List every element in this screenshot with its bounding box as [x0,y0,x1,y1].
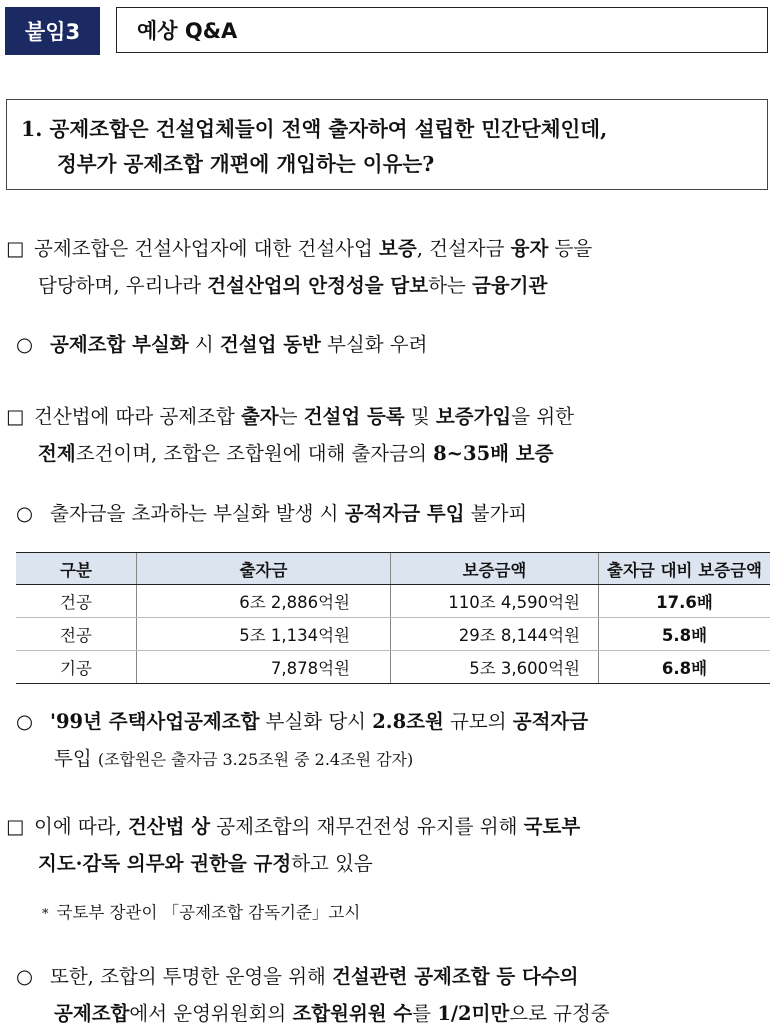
table-cell: 전공 [16,618,137,651]
table-row [16,651,770,684]
bold-text: 출자 [240,405,279,428]
text: 에서 운영위원회의 [129,1002,293,1025]
table-cell: 110조 4,590억원 [391,585,599,618]
bold-text: 2.8조원 [372,710,444,733]
text: 투입 [54,747,92,770]
checkbox-bullet: □ [6,405,25,428]
column-header: 출자금 [137,553,391,585]
bold-text: 전제 [38,442,76,465]
paragraph-3 [6,808,770,882]
circle-bullet: ○ [16,710,34,733]
bold-text: 보증가입 [435,405,512,428]
paragraph-2-sub-2-line-2 [16,740,772,778]
bold-text: 공적자금 [512,710,589,733]
question-box [6,99,768,190]
text: 하고 있음 [291,852,373,875]
text: 등을 [548,237,593,260]
paragraph-3-line-2 [6,845,770,882]
bold-text: 건설산업의 안정성을 담보 [207,274,429,297]
text: 및 [404,405,436,428]
table-cell: 6.8배 [599,651,771,684]
text: 규모의 [443,710,513,733]
text: 출자금을 초과하는 부실화 발생 시 [50,502,345,525]
text: 을 위한 [511,405,574,428]
paragraph-1-sub [16,326,772,363]
bold-text: 지도·감독 의무와 권한을 규정 [38,852,292,875]
table-cell: 기공 [16,651,137,684]
table-cell: 29조 8,144억원 [391,618,599,651]
bold-text: 융자 [510,237,549,260]
bold-text: 1/2미만 [437,1002,510,1025]
bold-text: 8~35배 보증 [433,442,554,465]
asterisk-mark: * [42,907,49,922]
table-cell: 6조 2,886억원 [137,585,391,618]
table-row [16,585,770,618]
paragraph-2-sub-2 [16,703,772,778]
footnote [42,898,360,930]
paragraph-3-sub-line-2 [16,995,772,1032]
footnote-text: 국토부 장관이 「공제조합 감독기준」고시 [56,903,361,922]
attachment-tag: 붙임3 [5,7,100,55]
text: 부실화 우려 [320,333,428,356]
text: 불가피 [464,502,528,525]
table-cell: 건공 [16,585,137,618]
paragraph-1-line-2 [6,267,770,304]
circle-bullet: ○ [16,333,34,356]
table-cell: 7,878억원 [137,651,391,684]
paragraph-3-sub [16,958,772,1032]
column-header: 출자금 대비 보증금액 [599,553,771,585]
column-header: 구분 [16,553,137,585]
bold-text: 공제조합 부실화 [50,333,189,356]
text: 으로 규정중 [509,1002,610,1025]
text: 부실화 당시 [259,710,373,733]
text: , 건설자금 [416,237,511,260]
text: 공제조합의 재무건전성 유지를 위해 [210,815,524,838]
bold-text: 건설관련 공제조합 등 다수의 [332,965,579,988]
paragraph-1 [6,230,770,304]
paragraph-2-sub [16,495,772,532]
text: 공제조합은 건설사업자에 대한 건설사업 [34,237,380,260]
page-title-text: 예상 Q&A [137,19,238,43]
paragraph-2-line-2 [6,435,770,472]
bold-text: 보증 [379,237,417,260]
bold-text: 공제조합 [54,1002,130,1025]
text: 이에 따라, [34,815,128,838]
checkbox-bullet: □ [6,815,25,838]
checkbox-bullet: □ [6,237,25,260]
text: 담당하며, 우리나라 [38,274,208,297]
text: 시 [188,333,220,356]
bold-text: 금융기관 [471,274,548,297]
question-line-1: 1. 공제조합은 건설업체들이 전액 출자하여 설립한 민간단체인데, [21,117,608,141]
bold-text: 국토부 [523,815,581,838]
text: 는 [278,405,304,428]
table-cell: 17.6배 [599,585,771,618]
table-cell: 5.8배 [599,618,771,651]
circle-bullet: ○ [16,502,34,525]
bold-text: 건산법 상 [127,815,211,838]
text: 또한, 조합의 투명한 운영을 위해 [50,965,333,988]
question-line-2: 정부가 공제조합 개편에 개입하는 이유는? [57,152,435,176]
bold-text: '99년 주택사업공제조합 [50,710,260,733]
table-row [16,618,770,651]
text: 건산법에 따라 공제조합 [34,405,241,428]
bold-text: 조합원위원 수 [292,1002,413,1025]
text: 하는 [428,274,472,297]
parenthetical-note: (조합원은 출자금 3.25조원 중 2.4조원 감자) [97,750,414,769]
column-header: 보증금액 [391,553,599,585]
text: 조건이며, 조합은 조합원에 대해 출자금의 [75,442,434,465]
table-header-row [16,553,770,585]
guarantee-table [16,552,770,684]
table-cell: 5조 3,600억원 [391,651,599,684]
bold-text: 건설업 동반 [219,333,321,356]
table-cell: 5조 1,134억원 [137,618,391,651]
circle-bullet: ○ [16,965,34,988]
bold-text: 공적자금 투입 [344,502,465,525]
page-title [116,7,768,53]
paragraph-2 [6,398,770,472]
bold-text: 건설업 등록 [303,405,405,428]
text: 를 [412,1002,438,1025]
